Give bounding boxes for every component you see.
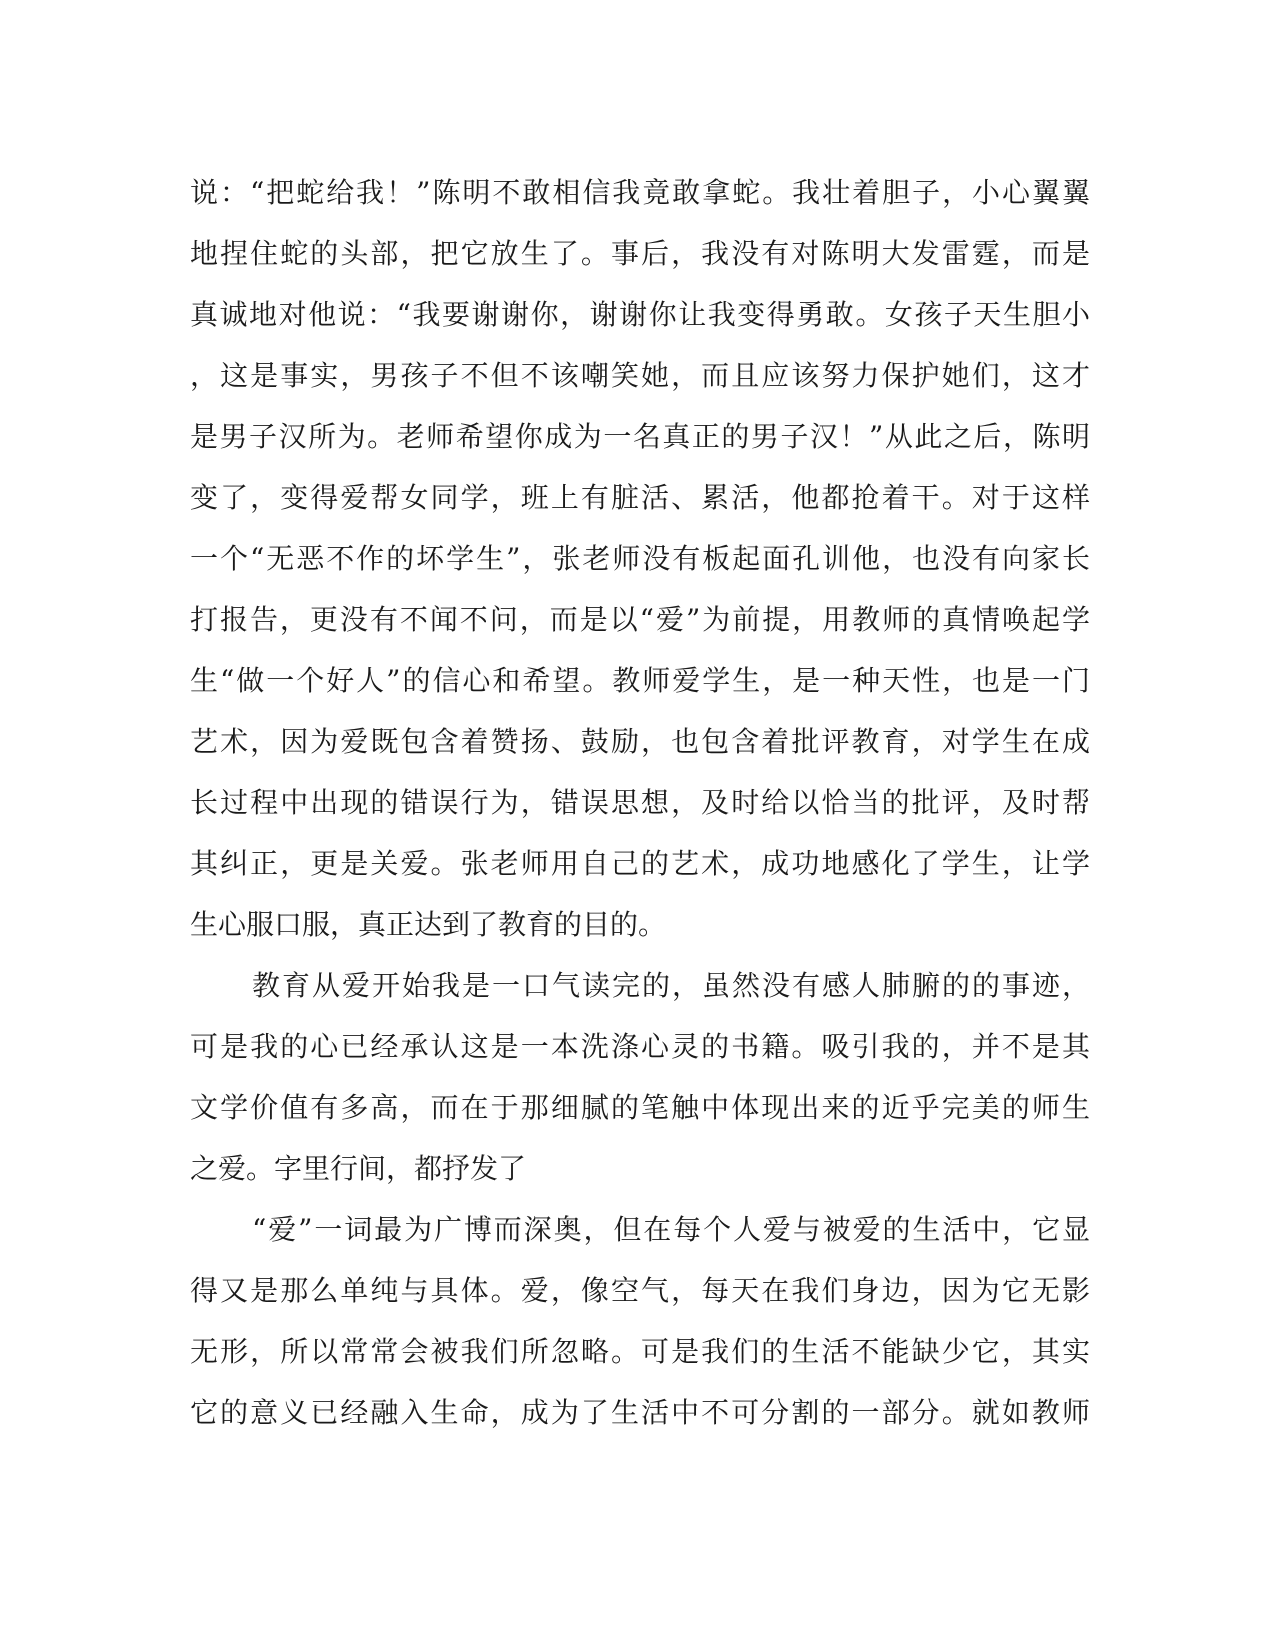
text-line: 地捏住蛇的头部，把它放生了。事后，我没有对陈明大发雷霆，而是: [190, 237, 1090, 270]
text-line: 变了，变得爱帮女同学，班上有脏活、累活，他都抢着干。对于这样: [190, 481, 1090, 514]
text-line: 得又是那么单纯与具体。爱，像空气，每天在我们身边，因为它无影: [190, 1274, 1090, 1307]
text-line: 一个“无恶不作的坏学生”，张老师没有板起面孔训他，也没有向家长: [190, 542, 1090, 575]
text-line: 之爱。字里行间，都抒发了: [190, 1152, 527, 1185]
text-line: 说：“把蛇给我！”陈明不敢相信我竟敢拿蛇。我壮着胆子，小心翼翼: [190, 176, 1090, 209]
text-line: “爱”一词最为广博而深奥，但在每个人爱与被爱的生活中，它显: [252, 1213, 1090, 1246]
text-line: 可是我的心已经承认这是一本洗涤心灵的书籍。吸引我的，并不是其: [190, 1030, 1090, 1063]
text-line: 生“做一个好人”的信心和希望。教师爱学生，是一种天性，也是一门: [190, 664, 1090, 697]
text-line: ，这是事实，男孩子不但不该嘲笑她，而且应该努力保护她们，这才: [190, 359, 1090, 392]
text-line: 其纠正，更是关爱。张老师用自己的艺术，成功地感化了学生，让学: [190, 847, 1090, 880]
text-line: 教育从爱开始我是一口气读完的，虽然没有感人肺腑的的事迹，: [252, 969, 1090, 1002]
text-line: 艺术，因为爱既包含着赞扬、鼓励，也包含着批评教育，对学生在成: [190, 725, 1090, 758]
text-line: 无形，所以常常会被我们所忽略。可是我们的生活不能缺少它，其实: [190, 1335, 1090, 1368]
text-line: 长过程中出现的错误行为，错误思想，及时给以恰当的批评，及时帮: [190, 786, 1090, 819]
text-line: 文学价值有多高，而在于那细腻的笔触中体现出来的近乎完美的师生: [190, 1091, 1090, 1124]
text-line: 真诚地对他说：“我要谢谢你，谢谢你让我变得勇敢。女孩子天生胆小: [190, 298, 1090, 331]
text-line: 打报告，更没有不闻不问，而是以“爱”为前提，用教师的真情唤起学: [190, 603, 1090, 636]
text-line: 生心服口服，真正达到了教育的目的。: [190, 908, 667, 941]
text-line: 是男子汉所为。老师希望你成为一名真正的男子汉！”从此之后，陈明: [190, 420, 1090, 453]
body-text: [190, 162, 1090, 1443]
text-line: 它的意义已经融入生命，成为了生活中不可分割的一部分。就如教师: [190, 1396, 1090, 1429]
